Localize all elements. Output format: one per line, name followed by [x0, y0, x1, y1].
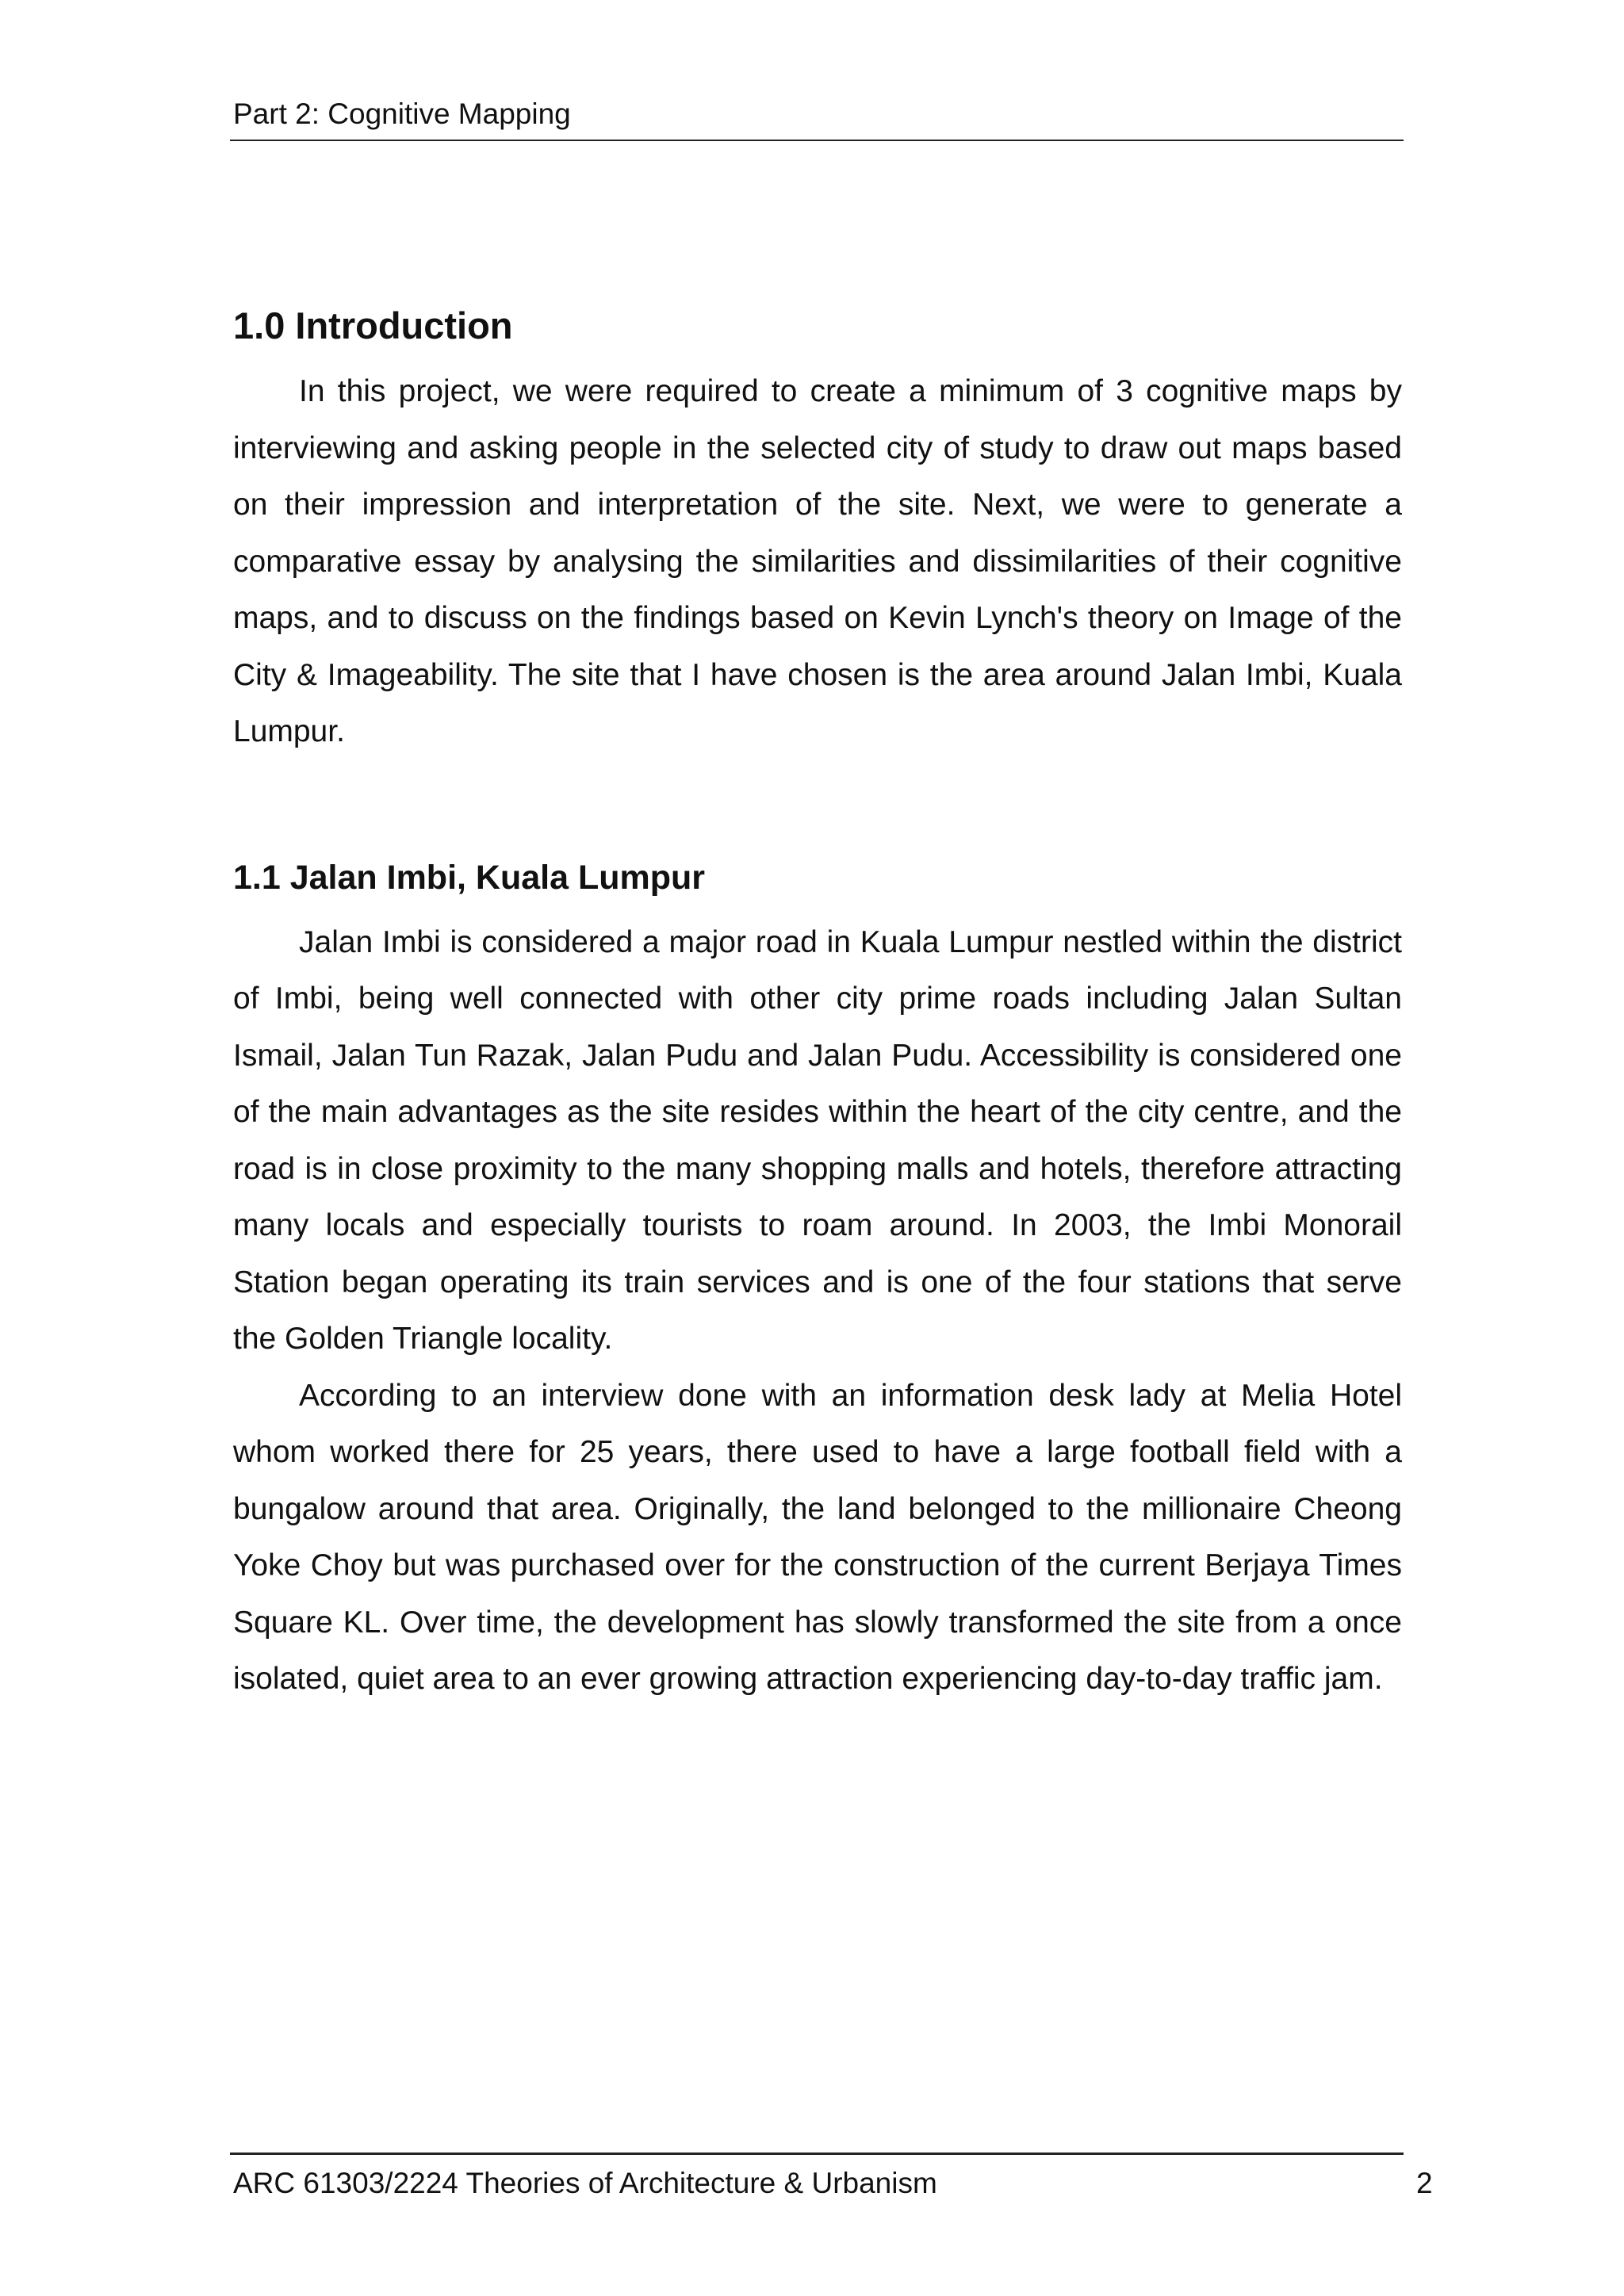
page-number: 2	[1416, 2167, 1433, 2199]
introduction-paragraph: In this project, we were required to create a minimum of 3 cognitive maps by interviewing and asking people in the selected city of study to draw out maps based on their impression and interpretation of the site. Next, we were to generate a comparative essay by analysing the similarities and dissimilarities of their cognitive maps, and to discuss on the findings based on Kevin Lynch's theory on Image of the City & Imageability. The site that I have chosen is the area around Jalan Imbi, Kuala Lumpur.	[233, 374, 1402, 748]
footer-course-title: ARC 61303/2224 Theories of Architecture & Urbanism	[233, 2167, 937, 2199]
section-heading-introduction: 1.0 Introduction	[233, 304, 513, 346]
header-title: Part 2: Cognitive Mapping	[233, 98, 571, 130]
document-body	[233, 298, 1402, 1708]
page-header	[230, 92, 1404, 141]
page-footer	[230, 2152, 1433, 2202]
jalan-imbi-paragraph-1: Jalan Imbi is considered a major road in Kuala Lumpur nestled within the district of Imbi, being well connected with other city prime roads including Jalan Sultan Ismail, Jalan Tun Razak, Jalan Pudu and Jalan Pudu. Accessibility is considered one of the main advantages as the site resides within the heart of the city centre, and the road is in close proximity to the many shopping malls and hotels, therefore attracting many locals and especially tourists to roam around. In 2003, the Imbi Monorail Station began operating its train services and is one of the four stations that serve the Golden Triangle locality.	[233, 924, 1402, 1356]
jalan-imbi-paragraph-2: According to an interview done with an information desk lady at Melia Hotel whom worked there for 25 years, there used to have a large football field with a bungalow around that area. Originally, the land belonged to the millionaire Cheong Yoke Choy but was purchased over for the construction of the current Berjaya Times Square KL. Over time, the development has slowly transformed the site from a once isolated, quiet area to an ever growing attraction experiencing day-to-day traffic jam.	[233, 1378, 1402, 1696]
section-heading-jalan-imbi: 1.1 Jalan Imbi, Kuala Lumpur	[233, 858, 705, 897]
